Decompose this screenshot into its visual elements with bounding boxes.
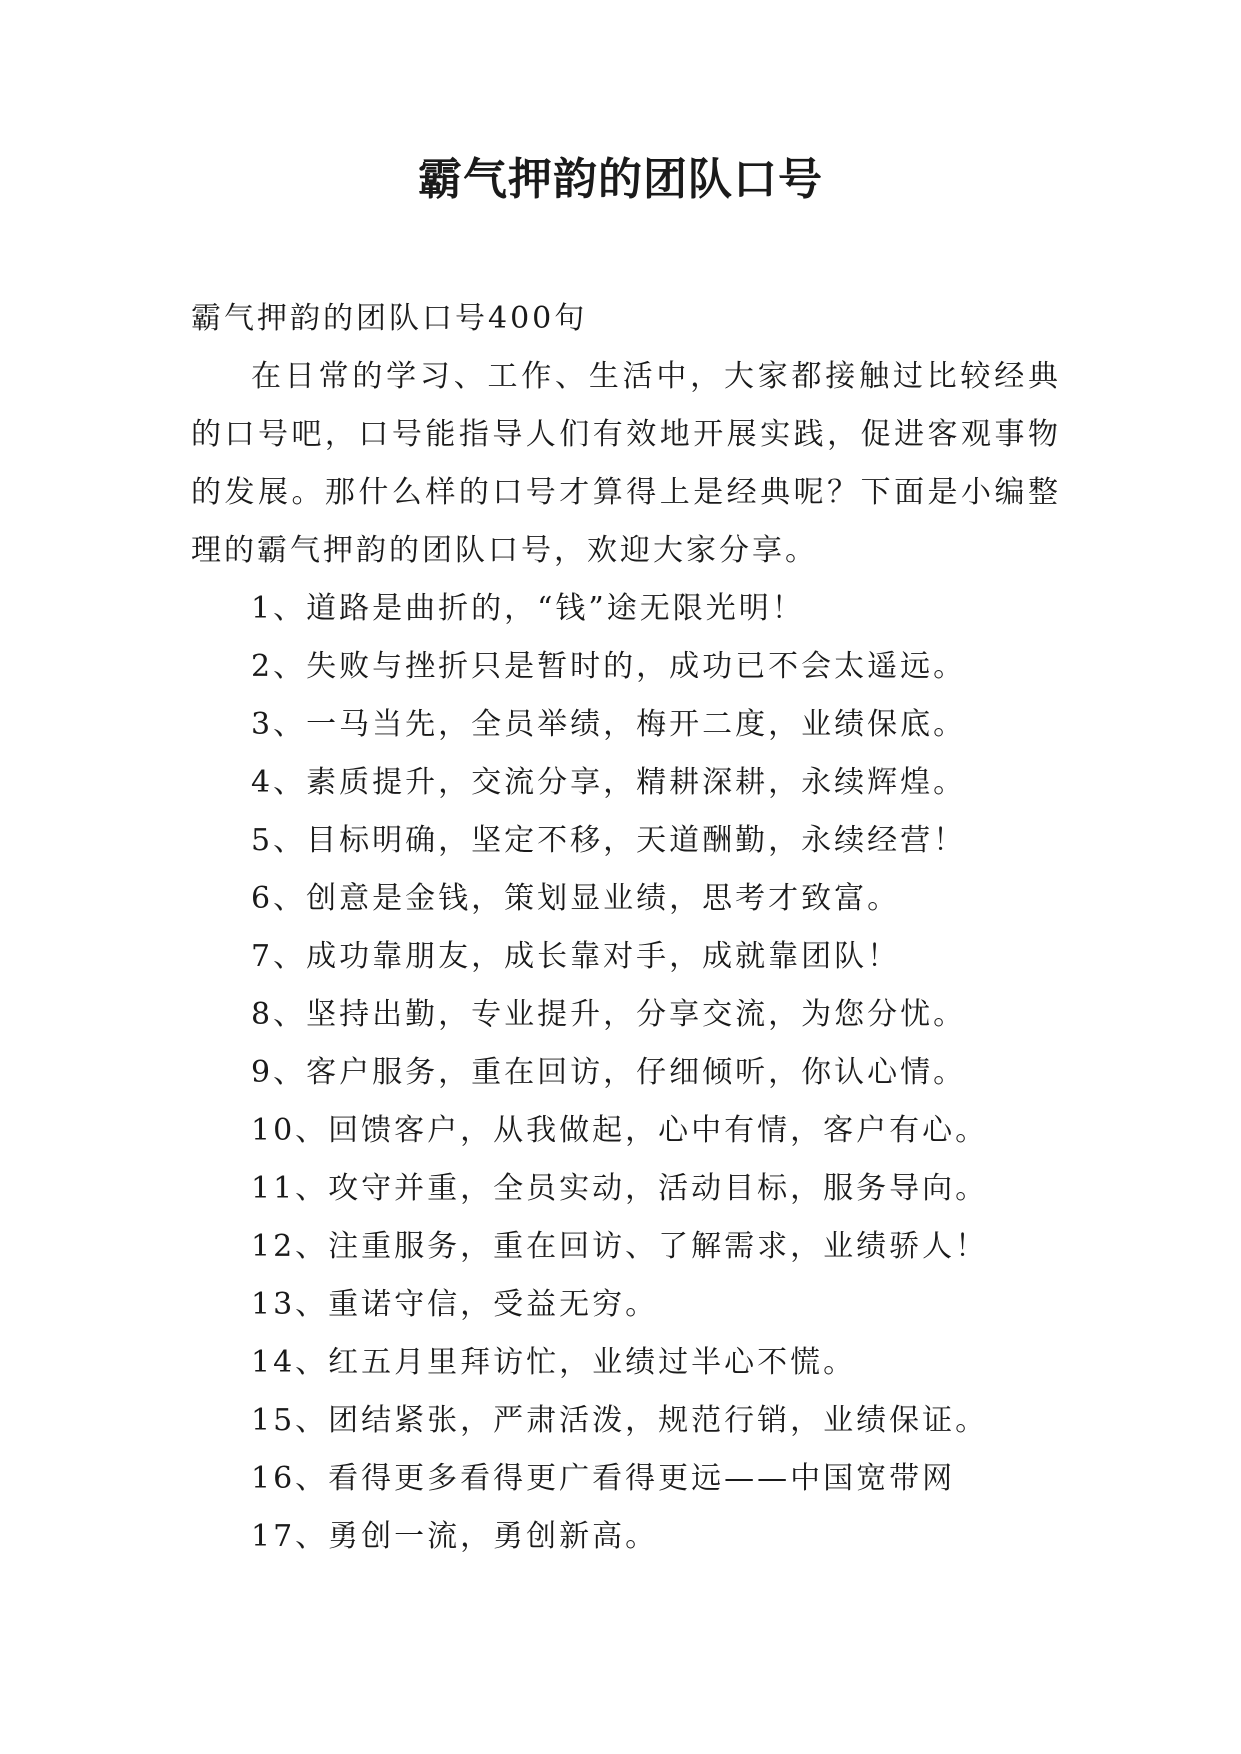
document-body [191,290,1061,1566]
slogan-item: 1、道路是曲折的，“钱”途无限光明！ [251,591,805,626]
slogan-item: 17、勇创一流，勇创新高。 [251,1519,659,1554]
slogan-item: 7、成功靠朋友，成长靠对手，成就靠团队！ [251,939,901,974]
document-subtitle: 霸气押韵的团队口号400句 [191,301,588,336]
document-title: 霸气押韵的团队口号 [418,154,823,205]
slogan-item: 16、看得更多看得更广看得更远——中国宽带网 [251,1461,956,1496]
slogan-list [191,580,1061,1566]
slogan-item: 3、一马当先，全员举绩，梅开二度，业绩保底。 [251,707,967,742]
intro-paragraph: 在日常的学习、工作、生活中，大家都接触过比较经典的口号吧，口号能指导人们有效地开展实践，促进客观事物的发展。那什么样的口号才算得上是经典呢？下面是小编整理的霸气押韵的团队口号，欢迎大家分享。 [191,359,1061,568]
slogan-item: 9、客户服务，重在回访，仔细倾听，你认心情。 [251,1055,967,1090]
slogan-item: 15、团结紧张，严肃活泼，规范行销，业绩保证。 [251,1403,989,1438]
slogan-item: 4、素质提升，交流分享，精耕深耕，永续辉煌。 [251,765,967,800]
slogan-item: 10、回馈客户，从我做起，心中有情，客户有心。 [251,1113,989,1148]
slogan-item: 2、失败与挫折只是暂时的，成功已不会太遥远。 [251,649,967,684]
slogan-item: 5、目标明确，坚定不移，天道酬勤，永续经营！ [251,823,967,858]
slogan-item: 13、重诺守信，受益无穷。 [251,1287,659,1322]
slogan-item: 8、坚持出勤，专业提升，分享交流，为您分忧。 [251,997,967,1032]
slogan-item: 6、创意是金钱，策划显业绩，思考才致富。 [251,881,901,916]
slogan-item: 14、红五月里拜访忙，业绩过半心不慌。 [251,1345,857,1380]
slogan-item: 12、注重服务，重在回访、了解需求，业绩骄人！ [251,1229,989,1264]
slogan-item: 11、攻守并重，全员实动，活动目标，服务导向。 [251,1171,989,1206]
